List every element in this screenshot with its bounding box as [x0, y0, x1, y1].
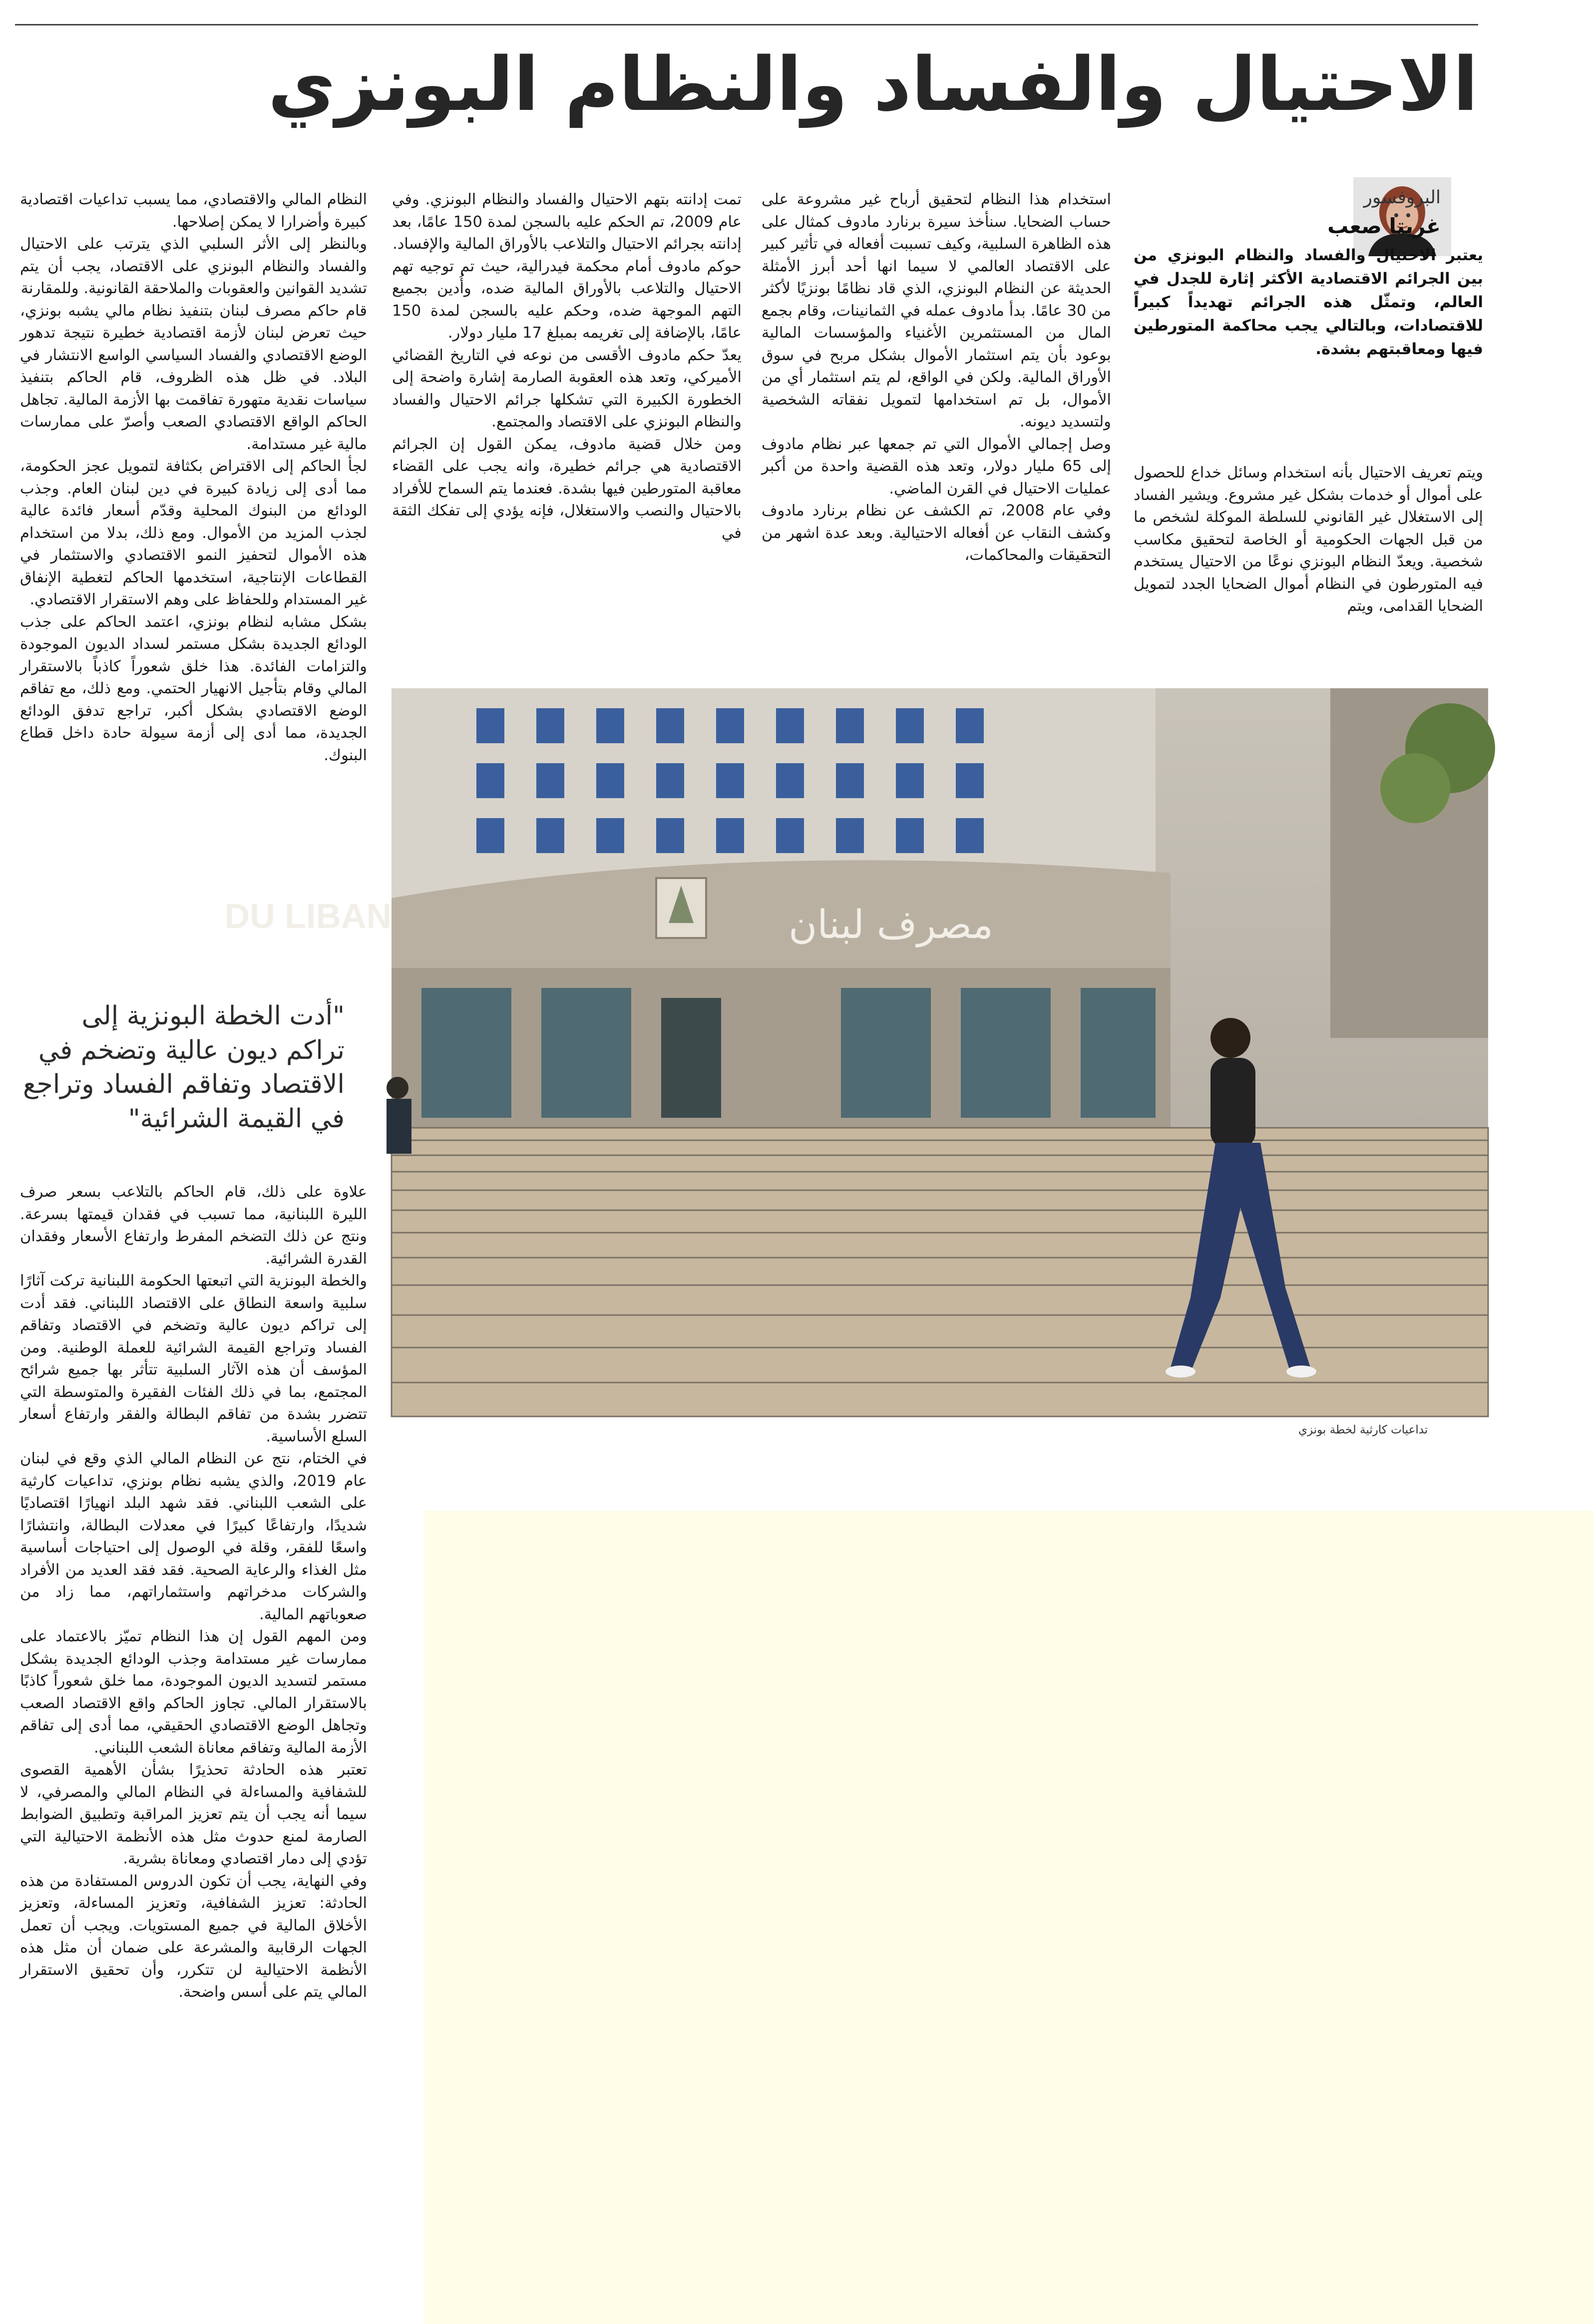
paragraph: ومن خلال قضية مادوف، يمكن القول إن الجرائم الاقتصادية هي جرائم خطيرة، وانه يجب على القضاء معاقبة المتورطين فيها بشدة. فعندما يتم السماح للأفراد بالاحتيال والنصب والاستغلال، فإنه يؤدي إلى تفكك الثقة في	[392, 435, 742, 542]
column-4-bottom	[20, 1181, 367, 2004]
pull-quote: "أدت الخطة البونزية إلى تراكم ديون عالية وتضخم في الاقتصاد وتفاقم الفساد وتراجع في القيمة الشرائية"	[22, 1001, 345, 1134]
column-4-top	[20, 189, 367, 767]
paragraph: وفي النهاية، يجب أن تكون الدروس المستفادة من هذه الحادثة: تعزيز الشفافية، وتعزيز المساءلة، وتعزيز الأخلاق المالية في جميع المستويات. ويجب أن تعمل الجهات الرقابية والمشرعة على ضمان أن مثل هذه الأنظمة الاحتيالية لن تتكرر، وأن تحقيق الاستقرار المالي يتم على أسس واضحة.	[20, 1872, 367, 2001]
lead-paragraph: يعتبر الاحتيال والفساد والنظام البونزي من بين الجرائم الاقتصادية الأكثر إثارة للجدل في العالم، وتمثّل هذه الجرائم تهديداً كبيراً للاقتصادات، وبالتالي يجب محاكمة المتورطين فيها ومعاقبتهم بشدة.	[1134, 246, 1483, 358]
paragraph: وفي عام 2008، تم الكشف عن نظام برنارد مادوف وكشف النقاب عن أفعاله الاحتيالية. وبعد عدة اشهر من التحقيقات والمحاكمات،	[762, 502, 1112, 564]
paragraph: ويتم تعريف الاحتيال بأنه استخدام وسائل خداع للحصول على أموال أو خدمات بشكل غير مشروع. ويشير الفساد إلى الاستغلال غير القانوني للسلطة الموكلة لشخص ما من قبل الجهات الحكومية أو الخاصة لتحقيق مكاسب شخصية. ويعدّ النظام البونزي نوعًا من الاحتيال يستخدم فيه المتورطون في النظام أموال الضحايا الجدد لتمويل الضحايا القدامى، ويتم	[1134, 464, 1483, 615]
paragraph: في الختام، نتج عن النظام المالي الذي وقع في لبنان عام 2019، والذي يشبه نظام بونزي، تداعيات كارثية على الشعب اللبناني. فقد شهد البلد انهيارًا اقتصاديًا شديدًا، وارتفاعًا كبيرًا في معدلات البطالة، وانتشارًا واسعًا للفقر، وقلة في الوصول إلى احتياجات أساسية مثل الغذاء والرعاية الصحية. فقد فقد العديد من الأفراد والشركات مدخراتهم واستثماراتهم، مما زاد من صعوباتهم المالية.	[20, 1450, 368, 1623]
advertisement-space	[424, 1511, 1593, 2324]
paragraph: وصل إجمالي الأموال التي تم جمعها عبر نظام مادوف إلى 65 مليار دولار، وتعد هذه القضية واحدة من أكبر عمليات الاحتيال في القرن الماضي.	[762, 435, 1111, 497]
paragraph: استخدام هذا النظام لتحقيق أرباح غير مشروعة على حساب الضحايا. سنأخذ سيرة برنارد مادوف كمثال على هذه الظاهرة السلبية، وكيف تسببت أفعاله في تأثير كبير على الاقتصاد العالمي لا سيما انها أحد أبرز الأمثلة الحديثة عن النظام البونزي، الذي قاد نظامًا بونزيًا لأكثر من 30 عامًا. بدأ مادوف عمله في الثمانينات، وقام بجمع المال من المستثمرين الأغنياء والمؤسسات المالية بوعود بأن يتم استثمار الأموال بشكل مربح في سوق الأوراق المالية. ولكن في الواقع، لم يتم استثمار أي من الأموال، بل تم استخدامها لتمويل نفقاته الشخصية ولتسديد ديونه.	[762, 191, 1111, 431]
paragraph: قام حاكم مصرف لبنان بتنفيذ نظام مالي يشبه بونزي، حيث تعرض لبنان لأزمة اقتصادية خطيرة نتيجة تدهور الوضع الاقتصادي والفساد السياسي الواسع الانتشار في البلاد. في ظل هذه الظروف، قام الحاكم بتنفيذ سياسات نقدية متهورة تفاقمت بها الأزمة المالية. تجاهل الحاكم الواقع الاقتصادي الصعب وأصرّ على ممارسات مالية غير مستدامة.	[20, 302, 367, 453]
paragraph: وبالنظر إلى الأثر السلبي الذي يترتب على الاحتيال والفساد والنظام البونزي على الاقتصاد، يجب أن يتم تشديد القوانين والعقوبات والملاحقة القانونية. وللمقارنة	[20, 235, 367, 297]
paragraph: تعتبر هذه الحادثة تحذيرًا بشأن الأهمية القصوى للشفافية والمساءلة في النظام المالي والمصرفي، لا سيما أنه يجب أن يتم تعزيز المراقبة وتطبيق الضوابط الصارمة لمنع حدوث مثل هذه الأنظمة الاحتيالية التي تؤدي إلى دمار اقتصادي ومعاناة بشرية.	[20, 1761, 367, 1867]
paragraph: لجأ الحاكم إلى الاقتراض بكثافة لتمويل عجز الحكومة، مما أدى إلى زيادة كبيرة في دين لبنان العام. وجذب الودائع من البنوك المحلية وقدّم أسعار فائدة عالية لجذب المزيد من الأموال. ومع ذلك، بدلا من استخدام هذه الأموال لتحفيز النمو الاقتصادي والاستثمار في القطاعات الإنتاجية، استخدمها الحاكم لتغطية الإنفاق غير المستدام وللحفاظ على وهم الاستقرار الاقتصادي.	[20, 458, 367, 608]
paragraph: ومن المهم القول إن هذا النظام تميّز بالاعتماد على ممارسات غير مستدامة وجذب الودائع الجديدة بشكل مستمر لتسديد الديون الموجودة، مما خلق شعوراً كاذبًا بالاستقرار المالي. تجاوز الحاكم واقع الاقتصاد الصعب وتجاهل الوضع الاقتصادي الحقيقي، مما أدى إلى تفاقم الأزمة المالية وتفاقم معاناة الشعب اللبناني.	[20, 1628, 367, 1757]
paragraph: يعدّ حكم مادوف الأقسى من نوعه في التاريخ القضائي الأميركي، وتعد هذه العقوبة الصارمة إشارة واضحة إلى الخطورة الكبيرة التي تشكلها جرائم الاحتيال والفساد والنظام البونزي على الاقتصاد والمجتمع.	[392, 346, 742, 431]
paragraph: تمت إدانته بتهم الاحتيال والفساد والنظام البونزي. وفي عام 2009، تم الحكم عليه بالسجن لمدة 150 عامًا، بعد إدانته بجرائم الاحتيال والتلاعب بالأوراق المالية والإفساد.	[392, 191, 742, 253]
paragraph: بشكل مشابه لنظام بونزي، اعتمد الحاكم على جذب الودائع الجديدة بشكل مستمر لسداد الديون الموجودة والتزامات الفائدة. هذا خلق شعوراً كاذباً بالاستقرار المالي وقام بتأجيل الانهيار الحتمي. ومع ذلك، مع تفاقم الوضع الاقتصادي بشكل أكبر، تراجع تدفق الودائع الجديدة، مما أدى إلى أزمة سيولة حادة داخل قطاع البنوك.	[20, 613, 367, 764]
paragraph: النظام المالي والاقتصادي، مما يسبب تداعيات اقتصادية كبيرة وأضرارا لا يمكن إصلاحها.	[20, 191, 367, 231]
sign-latin: DU LIBAN	[224, 897, 392, 935]
column-2	[762, 189, 1111, 567]
author-title: البروفسور	[1363, 187, 1441, 208]
top-rule	[15, 24, 1478, 25]
photo-caption: تداعيات كارثية لخطة بونزي	[1298, 1423, 1428, 1436]
column-3	[392, 189, 742, 544]
paragraph: علاوة على ذلك، قام الحاكم بالتلاعب بسعر صرف الليرة اللبنانية، مما تسبب في فقدان قيمتها بسرعة. ونتج عن ذلك التضخم المفرط وارتفاع الأسعار وفقدان القدرة الشرائية.	[20, 1183, 367, 1268]
sign-arabic: مصرف لبنان	[789, 903, 993, 947]
author-name: غريتا صعب	[1327, 214, 1441, 238]
column-1	[1134, 462, 1483, 618]
paragraph: حوكم مادوف أمام محكمة فيدرالية، حيث تم توجيه تهم الاحتيال والتلاعب بالأوراق المالية ضده، وأُدين بجميع التهم الموجهة ضده، وحكم عليه بالسجن لمدة 150 عامًا، بالإضافة إلى تغريمه بمبلغ 17 مليار دولار.	[392, 257, 742, 342]
news-photo	[224, 688, 1488, 1416]
headline: الاحتيال والفساد والنظام البونزي	[268, 41, 1478, 127]
paragraph: والخطة البونزية التي اتبعتها الحكومة اللبنانية تركت آثارًا سلبية واسعة النطاق على الاقتصاد اللبناني. فقد أدت إلى تراكم ديون عالية وتضخم في الاقتصاد وتفاقم الفساد وتراجع القيمة الشرائية للعملة الوطنية. ومن المؤسف أن هذه الآثار السلبية تتأثر بها جميع شرائح المجتمع، بما في ذلك الفئات الفقيرة والمتوسطة التي تتضرر بشدة من تفاقم البطالة والفقر وارتفاع أسعار السلع الأساسية.	[20, 1272, 367, 1445]
